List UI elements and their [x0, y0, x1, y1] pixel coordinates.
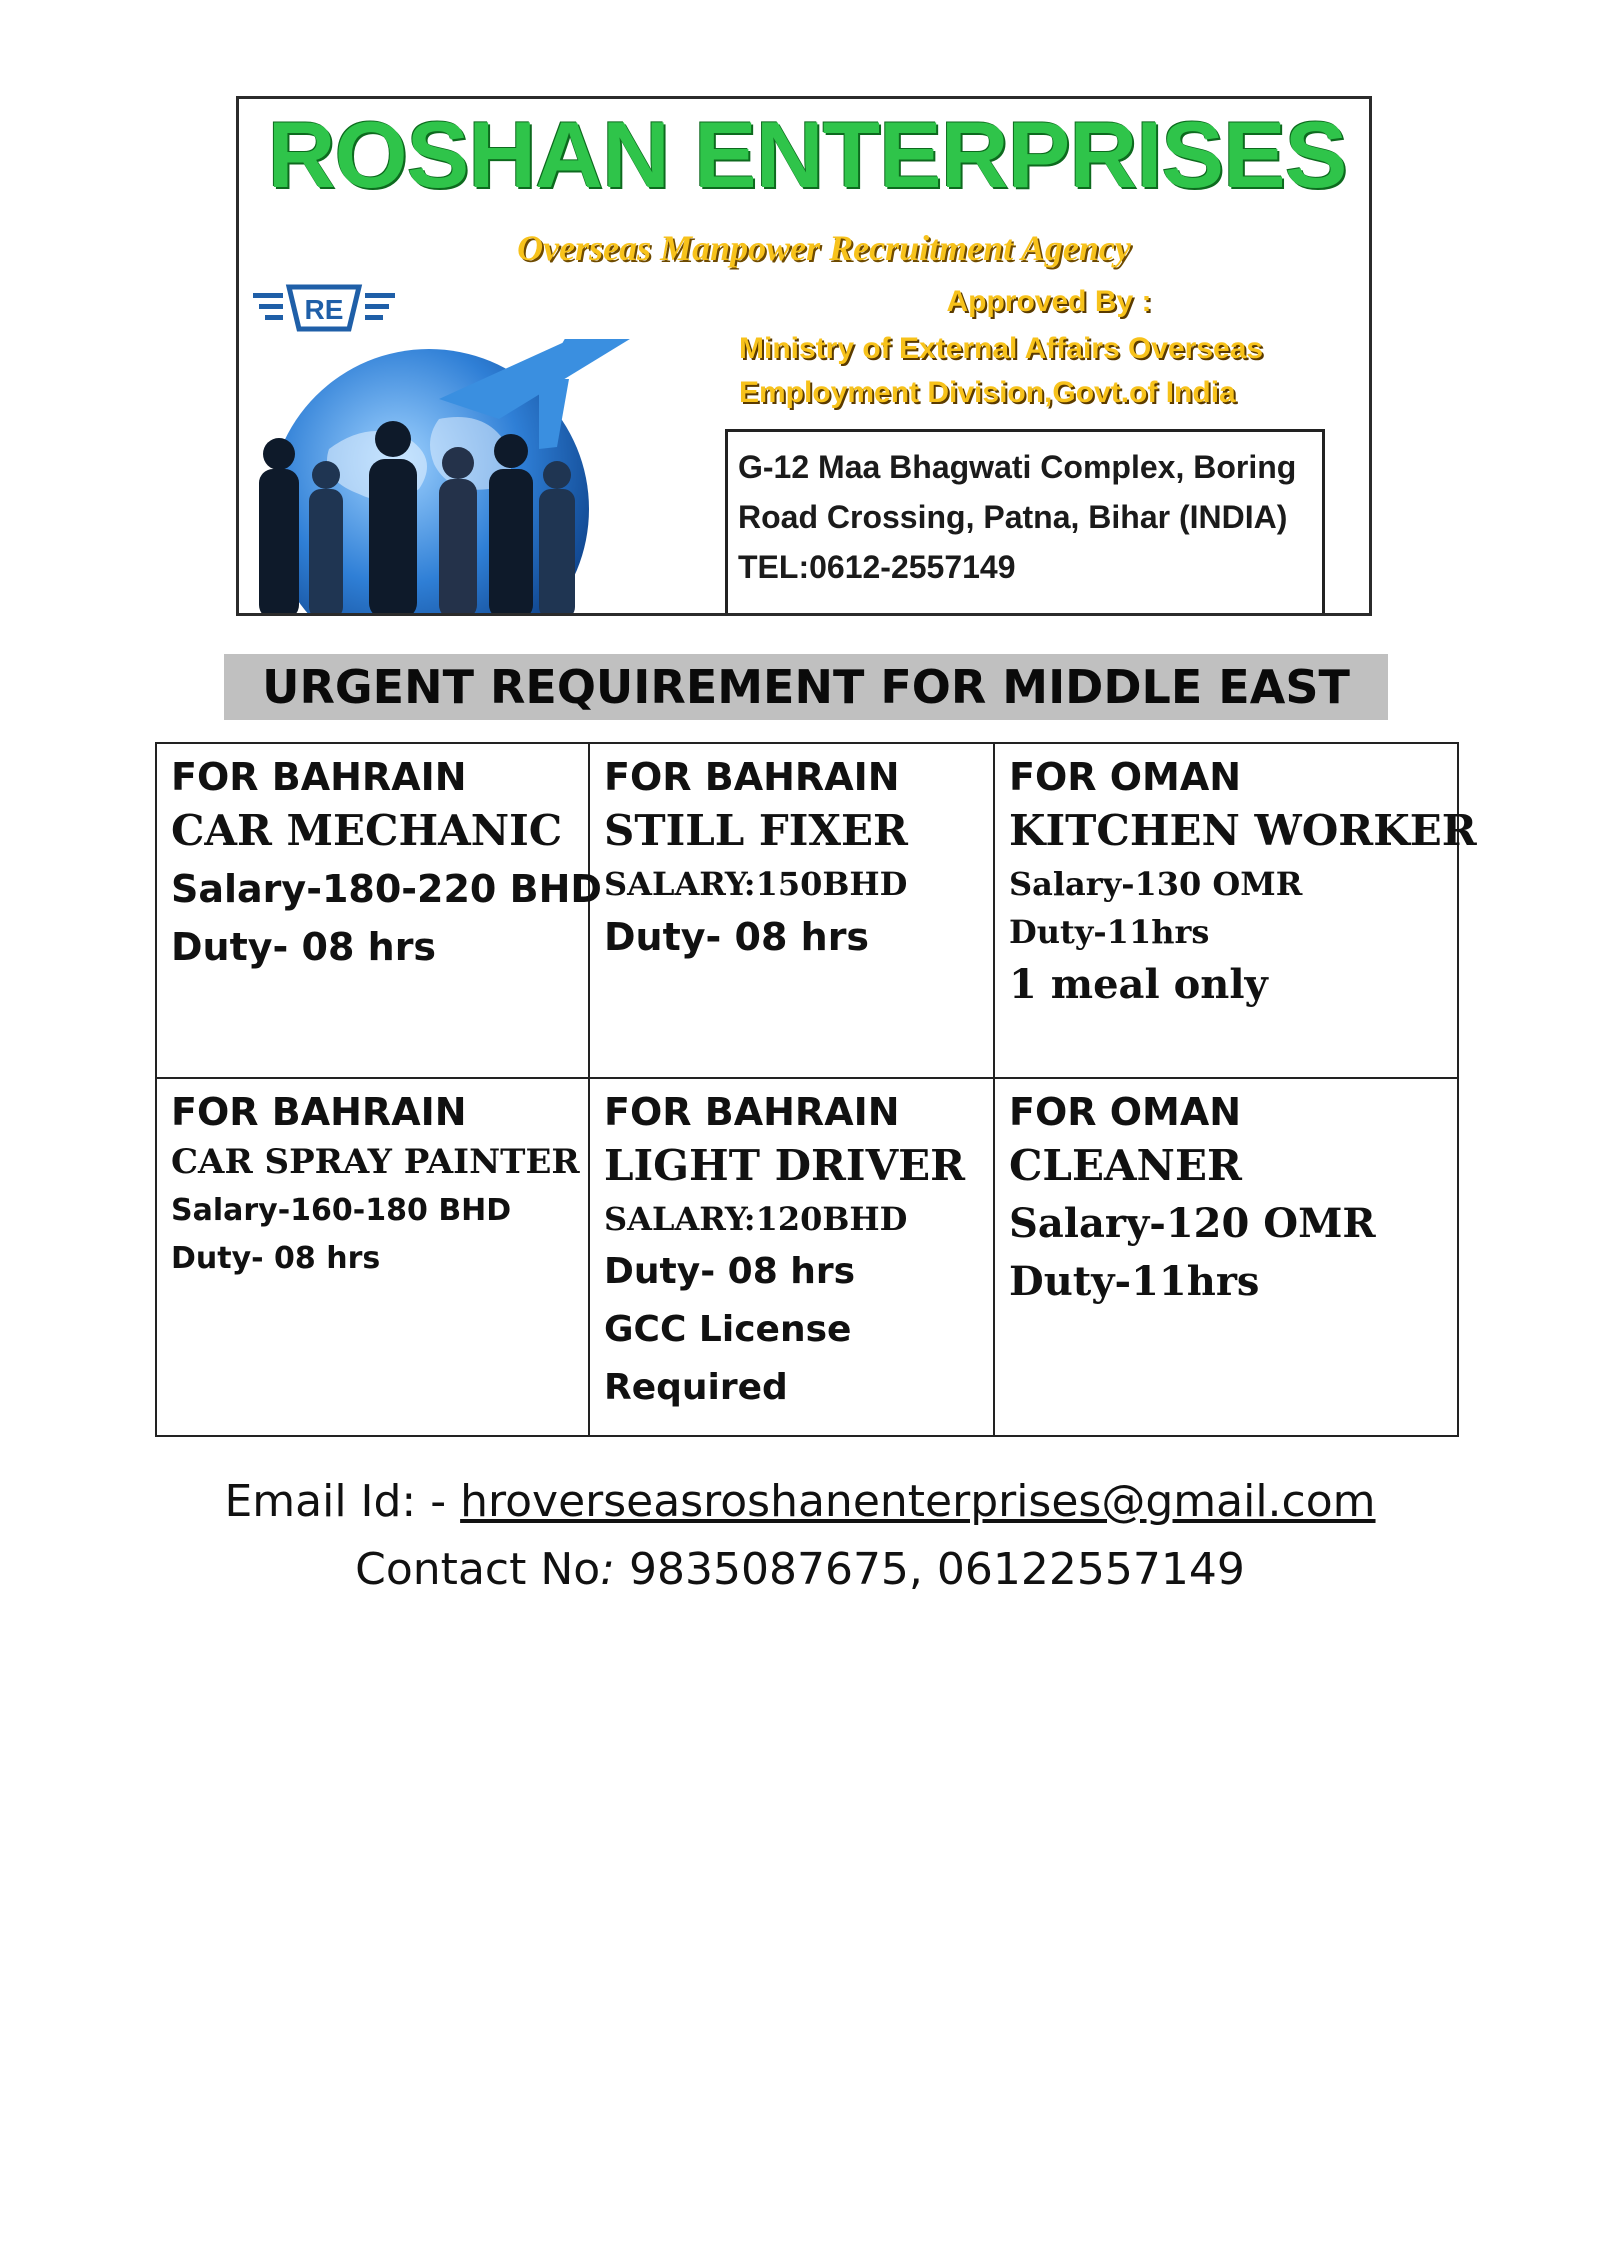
job-duty: Duty- 08 hrs: [171, 1241, 381, 1276]
job-note: Required: [604, 1367, 788, 1408]
address-box: [725, 429, 1325, 616]
telephone: TEL:0612-2557149: [738, 549, 1016, 585]
address-line-2: Road Crossing, Patna, Bihar (INDIA): [738, 499, 1288, 535]
job-salary: Salary-160-180 BHD: [171, 1193, 512, 1228]
email-line: [0, 1468, 1600, 1536]
job-salary: Salary-120 OMR: [1009, 1200, 1376, 1247]
job-cell-still-fixer: [589, 743, 994, 1078]
job-duty: Duty-11hrs: [1009, 913, 1210, 951]
phone-line: [0, 1536, 1600, 1604]
job-country: FOR BAHRAIN: [604, 1090, 900, 1134]
job-cell-car-mechanic: [156, 743, 602, 1078]
contact-section: [0, 1468, 1600, 1604]
job-country: FOR OMAN: [1009, 755, 1242, 799]
job-country: FOR BAHRAIN: [171, 1090, 467, 1134]
company-name: ROSHAN ENTERPRISES: [267, 102, 1347, 207]
address-line-1: G-12 Maa Bhagwati Complex, Boring: [738, 449, 1297, 485]
job-country: FOR BAHRAIN: [604, 755, 900, 799]
re-logo-text: RE: [304, 294, 344, 325]
job-position: KITCHEN WORKER: [1009, 806, 1477, 855]
re-logo-icon: [249, 267, 399, 347]
job-cell-car-spray-painter: [156, 1078, 589, 1436]
jobs-table: [155, 742, 1477, 1437]
job-cell-cleaner: [994, 1078, 1458, 1436]
table-row: [156, 1078, 1458, 1436]
job-cell-kitchen-worker: [994, 743, 1477, 1078]
company-tagline: Overseas Manpower Recruitment Agency: [517, 228, 1131, 268]
email-label: Email Id: -: [224, 1476, 461, 1527]
job-salary: SALARY:120BHD: [604, 1200, 908, 1238]
company-banner: [236, 96, 1372, 616]
job-duty: Duty- 08 hrs: [604, 915, 870, 959]
job-position: CAR MECHANIC: [171, 806, 563, 855]
job-position: CAR SPRAY PAINTER: [171, 1142, 580, 1182]
phone-numbers: 9835087675, 06122557149: [628, 1544, 1245, 1595]
job-duty: Duty- 08 hrs: [171, 925, 437, 969]
ministry-line-1: Ministry of External Affairs Overseas: [739, 332, 1264, 365]
job-note: GCC License: [604, 1309, 852, 1350]
job-position: STILL FIXER: [604, 806, 908, 855]
job-salary: SALARY:150BHD: [604, 865, 908, 903]
email-link[interactable]: hroverseasroshanenterprises@gmail.com: [460, 1476, 1376, 1527]
job-cell-light-driver: [589, 1078, 994, 1436]
job-country: FOR BAHRAIN: [171, 755, 467, 799]
job-salary: Salary-180-220 BHD: [171, 867, 602, 911]
job-position: LIGHT DRIVER: [604, 1141, 966, 1190]
job-note: 1 meal only: [1009, 961, 1268, 1008]
phone-colon: :: [600, 1544, 629, 1595]
job-duty: Duty- 08 hrs: [604, 1251, 856, 1292]
job-duty: Duty-11hrs: [1009, 1258, 1260, 1305]
requirement-heading: URGENT REQUIREMENT FOR MIDDLE EAST: [224, 654, 1388, 720]
job-country: FOR OMAN: [1009, 1090, 1242, 1134]
ministry-text: [739, 327, 1372, 415]
phone-label: Contact No: [355, 1544, 601, 1595]
approved-by: Approved By :: [946, 285, 1152, 318]
job-position: CLEANER: [1009, 1141, 1242, 1190]
globe-airplane-people-illustration: [239, 339, 759, 616]
table-row: [156, 743, 1458, 1078]
ministry-line-2: Employment Division,Govt.of India: [739, 376, 1236, 409]
job-salary: Salary-130 OMR: [1009, 865, 1303, 903]
